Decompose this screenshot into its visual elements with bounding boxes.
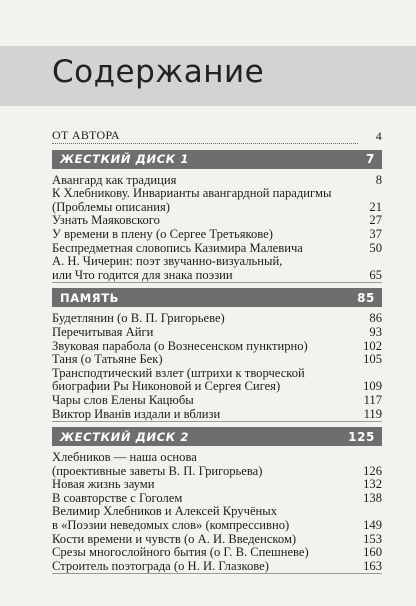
- toc-entry-line[interactable]: [52, 546, 382, 560]
- toc-entry-line[interactable]: [52, 326, 382, 340]
- toc-entry-line[interactable]: [52, 228, 382, 242]
- page-title: Содержание: [52, 54, 265, 90]
- toc-entry-line[interactable]: [52, 269, 382, 283]
- toc-entry-line[interactable]: [52, 478, 382, 492]
- toc-entry-line[interactable]: [52, 340, 382, 354]
- toc-entry-line[interactable]: [52, 214, 382, 228]
- toc-entry-page: 21: [369, 199, 382, 214]
- toc-entry-page: 86: [369, 311, 382, 326]
- toc-entry-page: 27: [369, 213, 382, 228]
- toc-entry-page: 109: [363, 379, 382, 394]
- toc-entry-page: 153: [363, 531, 382, 546]
- toc-entry-line[interactable]: [52, 465, 382, 479]
- toc-entry-page: 8: [375, 172, 382, 187]
- table-of-contents: [52, 129, 382, 578]
- toc-entry-page: 160: [363, 545, 382, 560]
- toc-entry-title: Перечитывая Айги: [52, 324, 154, 339]
- toc-entry-line[interactable]: [52, 560, 382, 574]
- toc-entry-line[interactable]: [52, 394, 382, 408]
- toc-entry-title: В соавторстве с Гоголем: [52, 490, 183, 505]
- toc-entry-line[interactable]: [52, 451, 382, 465]
- toc-entry-line[interactable]: [52, 533, 382, 547]
- toc-entry-page: 50: [369, 240, 382, 255]
- toc-entry-title: Строитель поэтограда (о Н. И. Глазкове): [52, 558, 269, 573]
- toc-entry-page: 93: [369, 324, 382, 339]
- toc-entry-line[interactable]: [52, 174, 382, 188]
- toc-entry-title: биографии Ры Никоновой и Сергея Сигея): [52, 379, 281, 394]
- toc-entry-line[interactable]: [52, 187, 382, 201]
- section-title: ПАМЯТЬ: [60, 290, 120, 305]
- section-title: ЖЕСТКИЙ ДИСК 1: [60, 152, 189, 167]
- toc-entry-line[interactable]: [52, 312, 382, 326]
- toc-entry-line[interactable]: [52, 242, 382, 256]
- toc-entry-page: 102: [363, 338, 382, 353]
- toc-entry-page: 65: [369, 267, 382, 282]
- toc-entry-page: 119: [363, 406, 382, 421]
- toc-entry-title: Звуковая парабола (о Вознесенском пунктирно): [52, 338, 308, 353]
- toc-entry-title: (проективные заветы В. П. Григорьева): [52, 463, 263, 478]
- section-header[interactable]: [52, 150, 382, 169]
- toc-entry-title: Будетлянин (о В. П. Григорьеве): [52, 311, 225, 326]
- toc-entry-title: К Хлебникову. Инварианты авангардной парадигмы: [52, 186, 332, 201]
- toc-entry-line[interactable]: [52, 505, 382, 519]
- toc-entry-page: 37: [369, 226, 382, 241]
- toc-entry-line[interactable]: [52, 380, 382, 394]
- toc-entry-title: Новая жизнь зауми: [52, 477, 155, 492]
- toc-entry-title: Трансподтический взлет (штрихи к творческой: [52, 365, 305, 380]
- toc-entry-title: Узнать Маяковского: [52, 213, 160, 228]
- toc-entry-page: 105: [363, 352, 382, 367]
- toc-entry-title: (Проблемы описания): [52, 199, 171, 214]
- section-header[interactable]: [52, 427, 382, 446]
- toc-entry-title: ОТ АВТОРА: [52, 129, 358, 144]
- section-divider: [52, 282, 382, 283]
- toc-entry-title: Чары слов Елены Кацюбы: [52, 392, 194, 407]
- toc-entry-line[interactable]: [52, 367, 382, 381]
- section-page: 125: [348, 429, 375, 444]
- toc-entry-line[interactable]: [52, 353, 382, 367]
- section-page: 7: [366, 152, 375, 167]
- toc-entry-title: А. Н. Чичерин: поэт звучанно-визуальный,: [52, 254, 283, 269]
- toc-entry-title: Велимир Хлебников и Алексей Кручёных: [52, 504, 278, 519]
- toc-entry-title: Авангард как традиция: [52, 172, 177, 187]
- toc-entry-title: Кости времени и чувств (о А. И. Введенском): [52, 531, 297, 546]
- toc-entry-line[interactable]: [52, 201, 382, 215]
- toc-entry-title: Срезы многослойного бытия (о Г. В. Спешневе): [52, 545, 309, 560]
- toc-entry-line[interactable]: [52, 519, 382, 533]
- section-page: 85: [357, 290, 375, 305]
- toc-entry-line[interactable]: [52, 408, 382, 422]
- section-divider: [52, 421, 382, 422]
- toc-entry-title: У времени в плену (о Сергее Третьякове): [52, 226, 273, 241]
- toc-entry-title: или Что годится для знака поэзии: [52, 267, 233, 282]
- toc-entry-title: Беспредметная словопись Казимира Малевича: [52, 240, 303, 255]
- toc-entry-page: 117: [363, 392, 382, 407]
- toc-entry-title: Виктор Иванів издали и вблизи: [52, 406, 221, 421]
- toc-entry-line[interactable]: [52, 492, 382, 506]
- toc-entry-page: 132: [363, 477, 382, 492]
- toc-entry-title: Хлебников — наша основа: [52, 450, 197, 465]
- section-title: ЖЕСТКИЙ ДИСК 2: [60, 429, 189, 444]
- toc-entry-title: Таня (о Татьяне Бек): [52, 352, 163, 367]
- title-banner: [0, 46, 416, 106]
- toc-entry-page: 149: [363, 518, 382, 533]
- toc-entry-page: 4: [375, 129, 382, 143]
- toc-entry-line[interactable]: [52, 255, 382, 269]
- toc-entry-page: 163: [363, 558, 382, 573]
- toc-entry-intro[interactable]: [52, 129, 382, 144]
- toc-entry-title: в «Поэзии неведомых слов» (компрессивно): [52, 518, 290, 533]
- toc-entry-page: 138: [363, 490, 382, 505]
- toc-entry-page: 126: [363, 463, 382, 478]
- section-header[interactable]: [52, 288, 382, 307]
- section-divider: [52, 573, 382, 574]
